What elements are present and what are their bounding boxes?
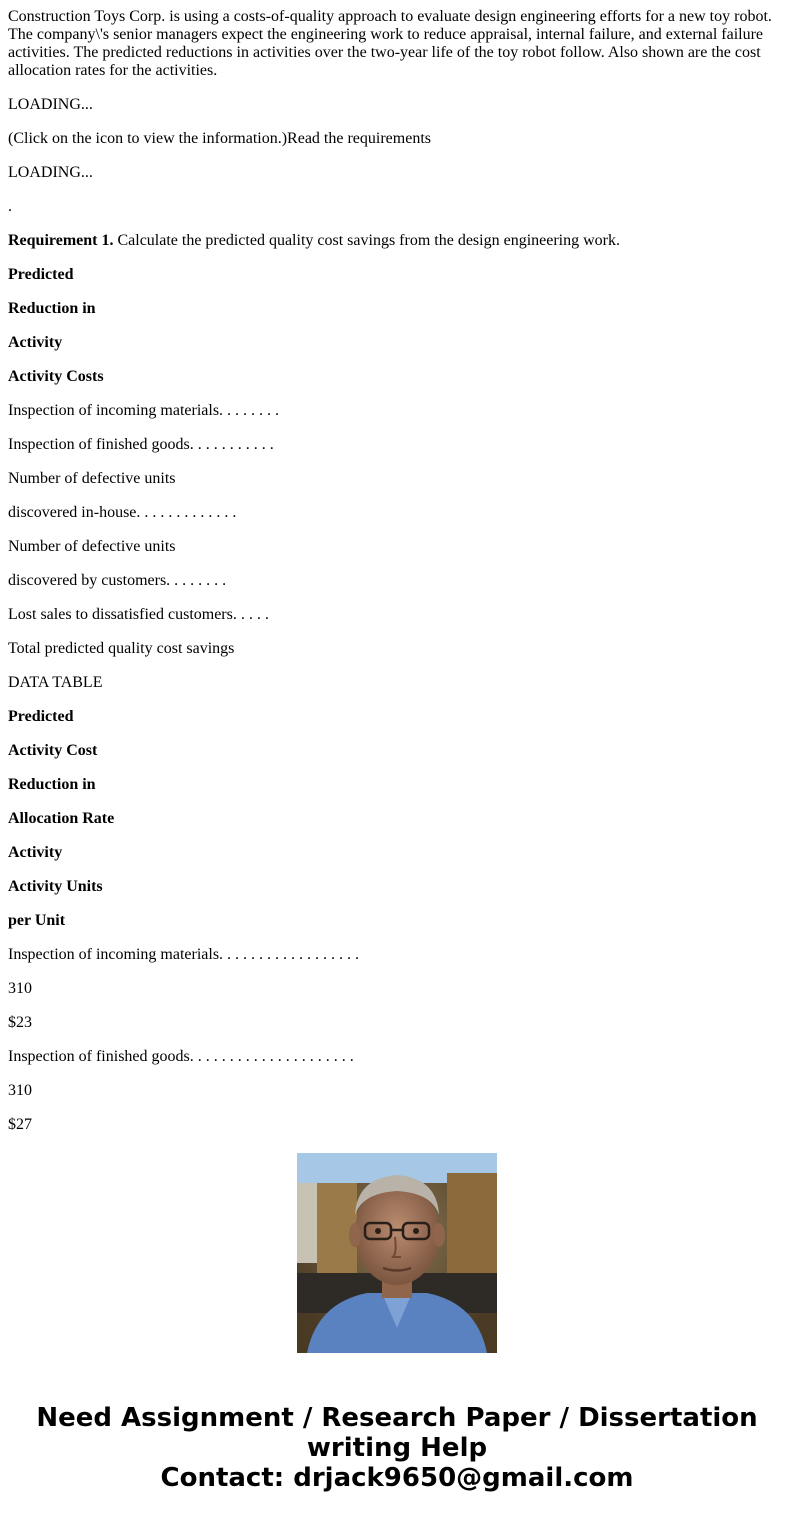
answer-table-row: Number of defective units xyxy=(8,538,176,555)
data-table-header: Activity Units xyxy=(8,878,103,895)
intro-paragraph: Construction Toys Corp. is using a costs-of-quality approach to evaluate design engineering efforts for a new toy robot. The company\'s senior managers expect the engineering work to reduce appraisal, internal failure, and external failure activities. The predicted reductions in activities over the two-year life of the toy robot follow. Also shown are the cost allocation rates for the activities. xyxy=(8,8,772,79)
requirement-text: Calculate the predicted quality cost savings from the design engineering work. xyxy=(113,232,620,249)
answer-table-header: Predicted xyxy=(8,266,74,283)
answer-table-header: Activity xyxy=(8,334,63,351)
data-table-header: Predicted xyxy=(8,708,74,725)
answer-table-header: Reduction in xyxy=(8,300,96,317)
answer-table-row: Lost sales to dissatisfied customers. . . . . xyxy=(8,606,269,623)
answer-table-row: Inspection of finished goods. . . . . . . . . . . xyxy=(8,436,274,453)
answer-table-header: Activity Costs xyxy=(8,368,104,385)
requirement-line xyxy=(8,232,784,250)
answer-table-row: Inspection of incoming materials. . . . . . . . xyxy=(8,402,280,419)
answer-table-row: Number of defective units xyxy=(8,470,176,487)
promo-line: Need Assignment / Research Paper / Dissertation xyxy=(36,1403,758,1433)
requirements-link[interactable]: (Click on the icon to view the information.)Read the requirements xyxy=(8,130,431,147)
promo-contact[interactable]: Contact: drjack9650@gmail.com xyxy=(160,1463,634,1493)
data-table-header: Activity Cost xyxy=(8,742,98,759)
data-table-cell: Inspection of finished goods. . . . . . . . . . . . . . . . . . . . . xyxy=(8,1048,354,1065)
data-table-cell: $23 xyxy=(8,1014,32,1031)
answer-table-row: discovered by customers. . . . . . . . xyxy=(8,572,227,589)
loading-text: LOADING... xyxy=(8,96,93,113)
data-table-header: Reduction in xyxy=(8,776,96,793)
promo-line: writing Help xyxy=(306,1433,488,1463)
tutor-profile-photo xyxy=(297,1153,497,1353)
data-table-cell: 310 xyxy=(8,980,32,997)
data-table-cell: $27 xyxy=(8,1116,32,1133)
data-table-header: per Unit xyxy=(8,912,66,929)
data-table-header: Allocation Rate xyxy=(8,810,115,827)
loading-text: LOADING... xyxy=(8,164,93,181)
requirement-label: Requirement 1. xyxy=(8,232,114,249)
separator-dot: . xyxy=(8,198,12,215)
data-table-cell: Inspection of incoming materials. . . . . . . . . . . . . . . . . . xyxy=(8,946,360,963)
profile-portrait-image xyxy=(297,1153,497,1353)
data-table-header: Activity xyxy=(8,844,63,861)
question-content xyxy=(8,8,784,1133)
data-table-title: DATA TABLE xyxy=(8,674,103,691)
promo-banner xyxy=(0,1403,794,1493)
data-table-cell: 310 xyxy=(8,1082,32,1099)
answer-table-total: Total predicted quality cost savings xyxy=(8,640,235,657)
answer-table-row: discovered in-house. . . . . . . . . . . . . xyxy=(8,504,237,521)
